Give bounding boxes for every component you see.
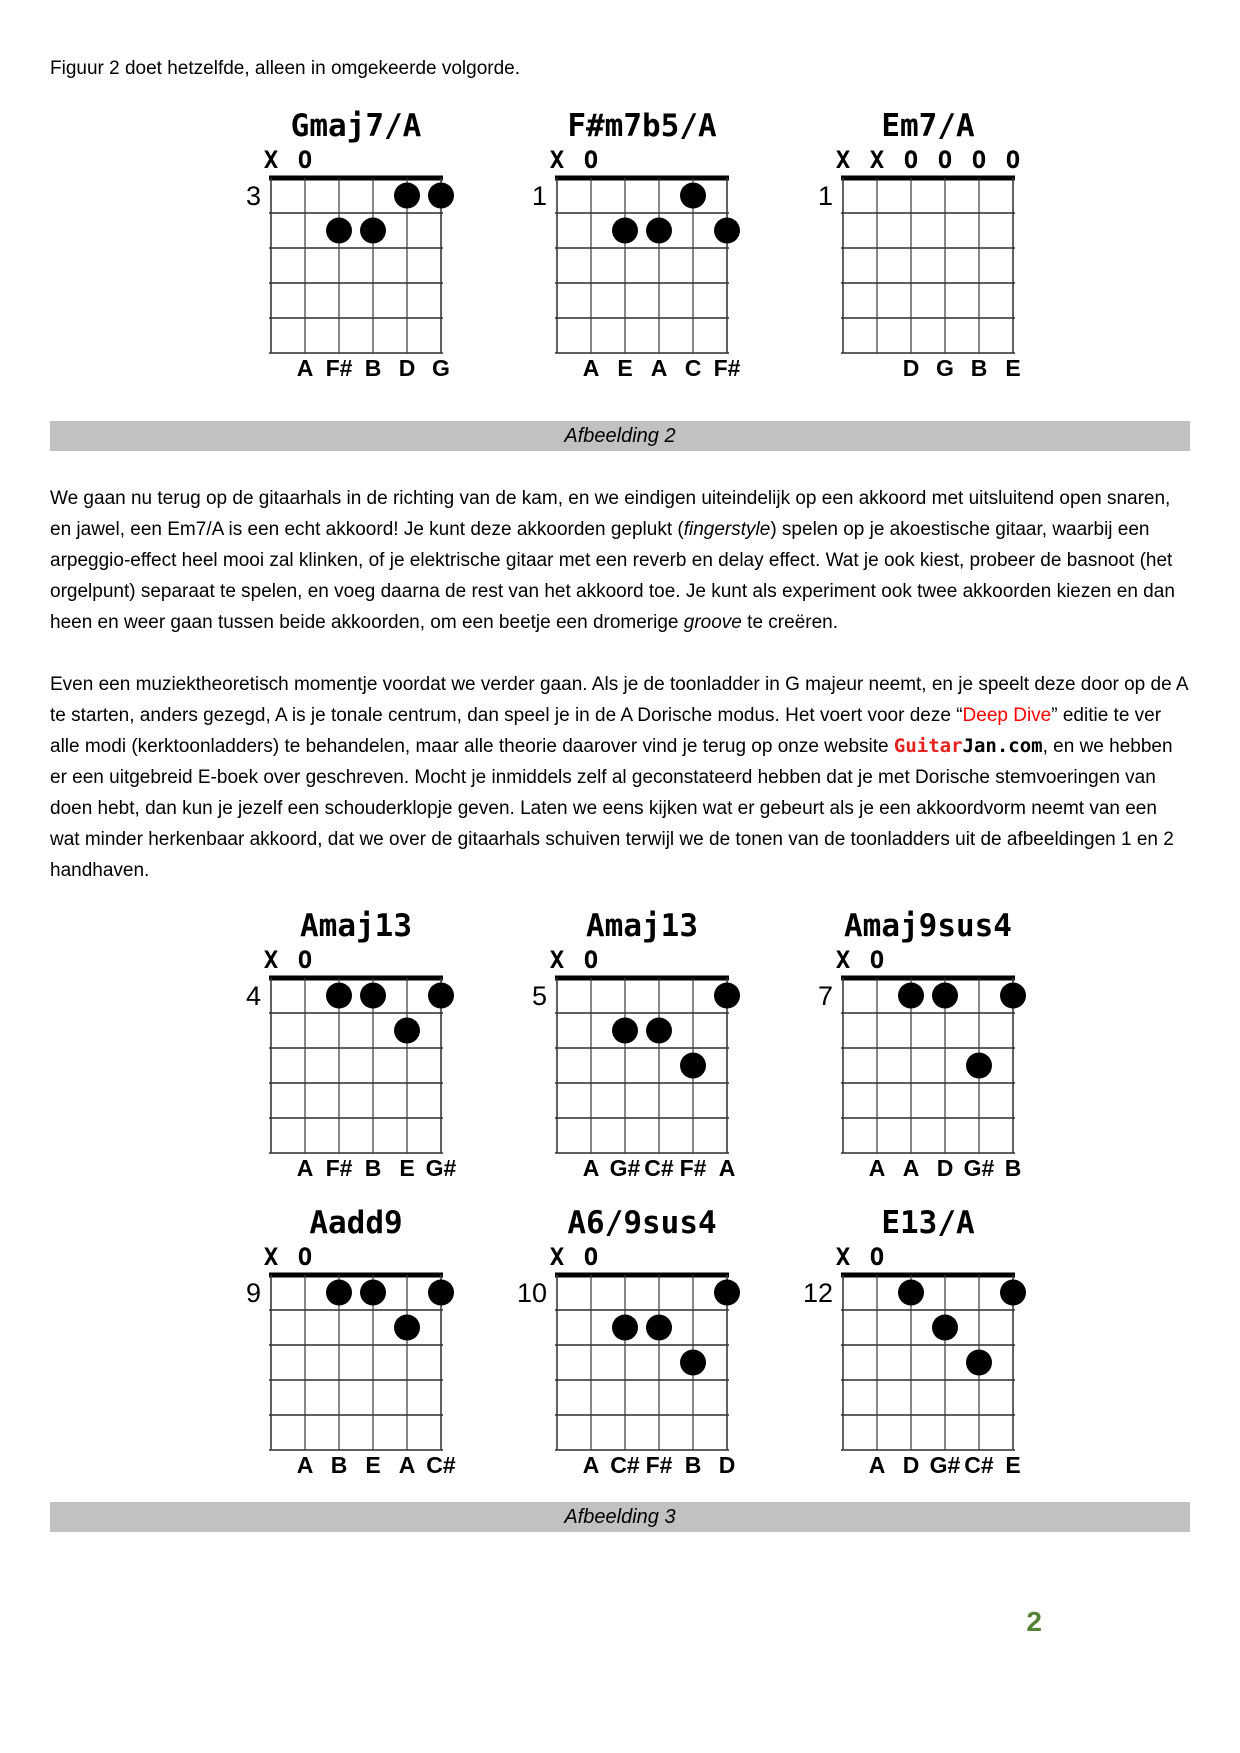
finger-dot xyxy=(394,183,420,209)
finger-dot xyxy=(714,983,740,1009)
open-string-marker: O xyxy=(903,146,919,174)
text-segment: We gaan nu terug op de gitaarhals in de richting van de kam, en we eindigen uiteindelijk op een akkoord met uitsluitend open snaren, en jawel, een Em7/A is een echt akkoord! Je kunt deze akkoorden geplukt ( xyxy=(50,488,1171,540)
chord-grid xyxy=(209,106,459,386)
note-label: B xyxy=(364,355,382,381)
chord-grid xyxy=(495,106,745,386)
note-label: C# xyxy=(964,1452,994,1478)
chord-grid xyxy=(781,1203,1031,1483)
muted-string-marker: X xyxy=(263,946,279,974)
chord-grid xyxy=(495,906,745,1186)
figure3-chord-row-2 xyxy=(50,1203,1190,1488)
note-label: A xyxy=(718,1155,736,1181)
finger-dot xyxy=(714,218,740,244)
note-label: E xyxy=(399,1155,415,1181)
finger-dot xyxy=(360,218,386,244)
finger-dot xyxy=(714,1280,740,1306)
text-segment: Even een muziektheoretisch momentje voordat we verder gaan. Als je de toonladder in G majeur neemt, en je speelt deze door op de A te starten, anders gezegd, A is je tonale centrum, dan speel je in de A Dorische modus. Het voert voor deze “ xyxy=(50,674,1188,726)
muted-string-marker: X xyxy=(549,1243,565,1271)
note-label: G xyxy=(432,355,450,381)
guitarjan-logo-jancom: Jan.com xyxy=(962,735,1043,757)
note-label: F# xyxy=(325,355,353,381)
note-label: G# xyxy=(425,1155,457,1181)
note-label: A xyxy=(296,1452,314,1478)
chord-diagram-amaj13 xyxy=(209,906,459,1191)
note-label: E xyxy=(617,355,633,381)
chord-name-label: A6/9sus4 xyxy=(567,1205,717,1241)
chord-grid xyxy=(781,906,1031,1186)
note-label: A xyxy=(582,1155,600,1181)
note-label: A xyxy=(902,1155,920,1181)
finger-dot xyxy=(428,183,454,209)
note-label: F# xyxy=(645,1452,673,1478)
open-string-marker: O xyxy=(297,946,313,974)
chord-name-label: Amaj9sus4 xyxy=(844,908,1012,944)
note-label: A xyxy=(398,1452,416,1478)
note-label: B xyxy=(970,355,988,381)
muted-string-marker: X xyxy=(549,946,565,974)
paragraph xyxy=(50,669,1190,886)
figure2-caption-bar xyxy=(50,421,1190,451)
fret-number: 1 xyxy=(817,181,833,211)
note-label: D xyxy=(902,1452,920,1478)
note-label: B xyxy=(1004,1155,1022,1181)
note-label: C# xyxy=(610,1452,640,1478)
note-label: G xyxy=(936,355,954,381)
finger-dot xyxy=(1000,1280,1026,1306)
finger-dot xyxy=(966,1350,992,1376)
figure2-chord-row xyxy=(50,106,1190,391)
chord-diagram-e13-a xyxy=(781,1203,1031,1488)
fret-number: 5 xyxy=(531,981,547,1011)
finger-dot xyxy=(394,1018,420,1044)
chord-name-label: F#m7b5/A xyxy=(567,108,717,144)
note-label: D xyxy=(398,355,416,381)
figure3-caption: Afbeelding 3 xyxy=(564,1505,676,1528)
chord-name-label: Aadd9 xyxy=(309,1205,403,1241)
note-label: C# xyxy=(426,1452,456,1478)
note-label: B xyxy=(684,1452,702,1478)
chord-name-label: Amaj13 xyxy=(300,908,412,944)
finger-dot xyxy=(646,218,672,244)
note-label: G# xyxy=(929,1452,961,1478)
note-label: G# xyxy=(609,1155,641,1181)
muted-string-marker: X xyxy=(835,1243,851,1271)
chord-name-label: Em7/A xyxy=(881,108,975,144)
chord-diagram-amaj13 xyxy=(495,906,745,1191)
text-segment: te creëren. xyxy=(741,612,838,633)
finger-dot xyxy=(326,1280,352,1306)
finger-dot xyxy=(428,983,454,1009)
note-label: C# xyxy=(644,1155,674,1181)
finger-dot xyxy=(898,983,924,1009)
chord-diagram-amaj9sus4 xyxy=(781,906,1031,1191)
finger-dot xyxy=(326,218,352,244)
finger-dot xyxy=(612,1018,638,1044)
fret-number: 10 xyxy=(516,1278,547,1308)
note-label: G# xyxy=(963,1155,995,1181)
open-string-marker: O xyxy=(869,946,885,974)
chord-name-label: Gmaj7/A xyxy=(290,108,422,144)
open-string-marker: O xyxy=(937,146,953,174)
body-paragraphs xyxy=(50,483,1190,886)
fret-number: 3 xyxy=(245,181,261,211)
chord-diagram-aadd9 xyxy=(209,1203,459,1488)
chord-grid xyxy=(209,1203,459,1483)
figure2-caption: Afbeelding 2 xyxy=(564,424,676,447)
note-label: D xyxy=(936,1155,954,1181)
note-label: A xyxy=(296,355,314,381)
open-string-marker: O xyxy=(297,1243,313,1271)
note-label: E xyxy=(1005,355,1021,381)
muted-string-marker: X xyxy=(869,146,885,174)
finger-dot xyxy=(360,1280,386,1306)
finger-dot xyxy=(646,1018,672,1044)
deep-dive-text: Deep Dive xyxy=(962,705,1052,726)
muted-string-marker: X xyxy=(835,146,851,174)
finger-dot xyxy=(1000,983,1026,1009)
finger-dot xyxy=(394,1315,420,1341)
finger-dot xyxy=(428,1280,454,1306)
note-label: A xyxy=(868,1155,886,1181)
finger-dot xyxy=(680,183,706,209)
open-string-marker: O xyxy=(583,946,599,974)
finger-dot xyxy=(612,218,638,244)
guitarjan-logo-guitar: Guitar xyxy=(893,735,963,757)
finger-dot xyxy=(932,983,958,1009)
text-segment: fingerstyle xyxy=(683,519,771,540)
intro-text: Figuur 2 doet hetzelfde, alleen in omgekeerde volgorde. xyxy=(50,58,521,79)
paragraph xyxy=(50,483,1190,638)
text-segment: ” editie te ver alle modi (kerktoonladders) te behandelen, maar alle theorie daarover vind je terug op onze website xyxy=(50,705,1162,757)
note-label: B xyxy=(364,1155,382,1181)
figure3-chord-row-1 xyxy=(50,906,1190,1191)
chord-diagram-a6-9sus4 xyxy=(495,1203,745,1488)
note-label: E xyxy=(1005,1452,1021,1478)
muted-string-marker: X xyxy=(263,146,279,174)
note-label: A xyxy=(296,1155,314,1181)
open-string-marker: O xyxy=(297,146,313,174)
finger-dot xyxy=(966,1053,992,1079)
finger-dot xyxy=(680,1053,706,1079)
chord-diagram-gmaj7-a xyxy=(209,106,459,391)
finger-dot xyxy=(360,983,386,1009)
chord-name-label: Amaj13 xyxy=(586,908,698,944)
note-label: D xyxy=(902,355,920,381)
finger-dot xyxy=(646,1315,672,1341)
text-segment: ) spelen op je akoestische gitaar, waarbij een arpeggio-effect heel mooi zal klinken, of je elektrische gitaar met een reverb en delay effect. Wat je ook kiest, probeer de basnoot (het orgelpunt) separaat te spelen, en voeg daarna de rest van het akkoord toe. Je kunt als experiment ook twee akkoorden kiezen en dan heen en weer gaan tussen beide akkoorden, om een beetje een dromerige xyxy=(50,519,1175,633)
figure3-caption-bar xyxy=(50,1502,1190,1532)
finger-dot xyxy=(612,1315,638,1341)
fret-number: 1 xyxy=(531,181,547,211)
note-label: C xyxy=(684,355,702,381)
open-string-marker: O xyxy=(869,1243,885,1271)
open-string-marker: O xyxy=(583,146,599,174)
chord-grid xyxy=(781,106,1031,386)
chord-grid xyxy=(495,1203,745,1483)
finger-dot xyxy=(680,1350,706,1376)
note-label: E xyxy=(365,1452,381,1478)
fret-number: 12 xyxy=(802,1278,833,1308)
note-label: A xyxy=(582,355,600,381)
note-label: A xyxy=(582,1452,600,1478)
text-segment: , en we hebben er een uitgebreid E-boek over geschreven. Mocht je inmiddels zelf al geconstateerd hebben dat je met Dorische stemvoeringen van doen hebt, dan kun je jezelf een schouderklopje geven. Laten we eens kijken wat er gebeurt als je een akkoordvorm neemt van een wat minder herkenbaar akkoord, dat we over de gitaarhals schuiven terwijl we de tonen van de toonladders uit de afbeeldingen 1 en 2 handhaven. xyxy=(50,736,1174,881)
note-label: F# xyxy=(713,355,741,381)
chord-diagram-f-m7b5-a xyxy=(495,106,745,391)
finger-dot xyxy=(932,1315,958,1341)
fret-number: 9 xyxy=(245,1278,261,1308)
note-label: B xyxy=(330,1452,348,1478)
finger-dot xyxy=(326,983,352,1009)
chord-grid xyxy=(209,906,459,1186)
open-string-marker: O xyxy=(1005,146,1021,174)
muted-string-marker: X xyxy=(835,946,851,974)
muted-string-marker: X xyxy=(549,146,565,174)
chord-name-label: E13/A xyxy=(881,1205,975,1241)
chord-diagram-em7-a xyxy=(781,106,1031,391)
fret-number: 4 xyxy=(245,981,261,1011)
note-label: D xyxy=(718,1452,736,1478)
page-number: 2 xyxy=(1026,1606,1042,1637)
note-label: A xyxy=(868,1452,886,1478)
open-string-marker: O xyxy=(971,146,987,174)
text-segment: groove xyxy=(683,612,742,633)
muted-string-marker: X xyxy=(263,1243,279,1271)
finger-dot xyxy=(898,1280,924,1306)
fret-number: 7 xyxy=(817,981,833,1011)
open-string-marker: O xyxy=(583,1243,599,1271)
note-label: F# xyxy=(325,1155,353,1181)
note-label: F# xyxy=(679,1155,707,1181)
note-label: A xyxy=(650,355,668,381)
